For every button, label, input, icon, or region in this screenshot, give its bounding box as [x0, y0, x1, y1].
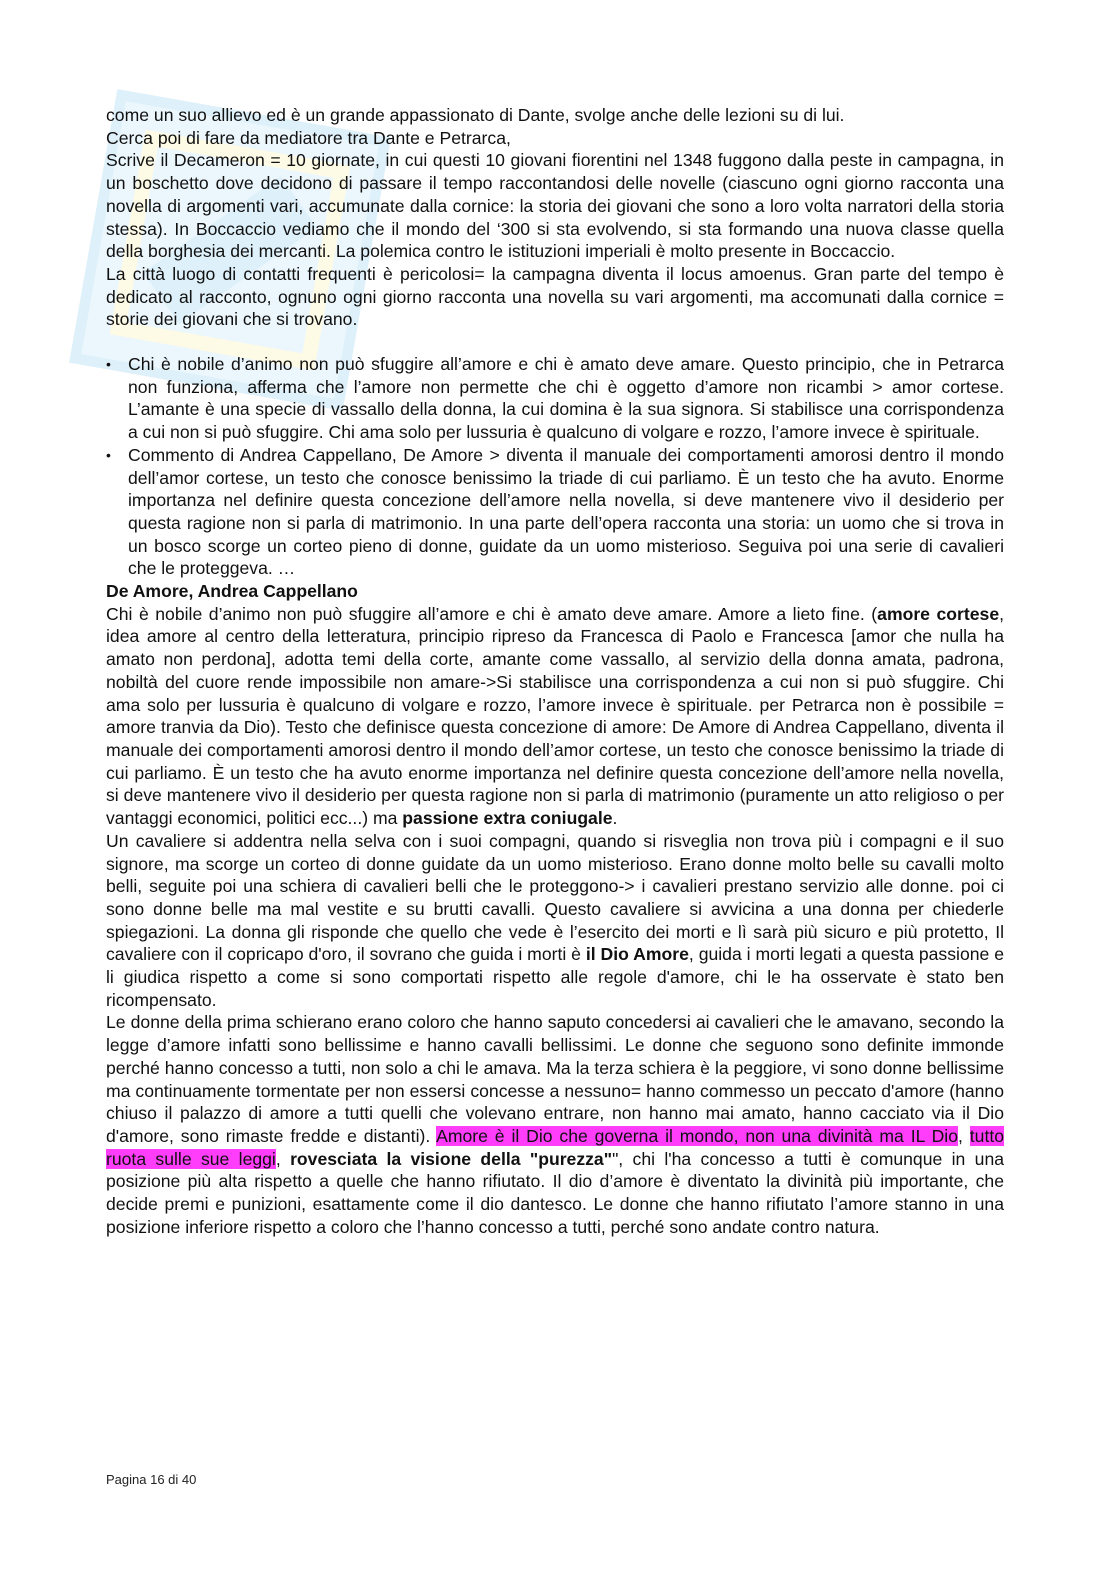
bold-text: passione extra coniugale	[402, 808, 613, 829]
paragraph: Un cavaliere si addentra nella selva con i suoi compagni, quando si risveglia non trova più i compagni e il suo signore, ma scorge un corteo di donne guidate da un uomo misterioso. Erano donne molto belle su cavalli molto belli, seguite poi una schiera di cavalieri belli che le proteggono-> i cavalieri prestano servizio alle donne. poi ci sono donne belle ma mal vestite e su brutti cavalli. Questo cavaliere si avvicina a una donna per chiederle spiegazioni. La donna gli risponde che quello che vede è l’esercito dei morti e lì sarà più sicuro e più protetto, Il cavaliere con il copricapo d'oro, il sovrano che guida i morti è il Dio Amore, guida i morti legati a questa passione e li giudica rispetto a come si sono comportati rispetto alle regole d'amore, chi le ha osservate è stato ben ricompensato.	[106, 830, 1004, 1010]
bullet-icon: •	[106, 356, 111, 373]
bullet-list	[106, 353, 1004, 580]
bold-text: il Dio Amore	[585, 944, 689, 965]
section-heading: De Amore, Andrea Cappellano	[106, 581, 358, 602]
bold-text: amore cortese	[877, 603, 1000, 624]
list-item-text: Commento di Andrea Cappellano, De Amore > diventa il manuale dei comportamenti amorosi dentro il mondo dell’amor cortese, un testo che conosce benissimo la triade di cui parliamo. È un testo che ha avuto. Enorme importanza nel definire questa concezione dell’amore nella novella, si deve mantenere vivo il desiderio per questa ragione non si parla di matrimonio. In una parte dell’opera racconta una storia: un uomo che si trova in un bosco scorge un corteo pieno di donne, guidate da un uomo misterioso. Seguiva poi una serie di cavalieri che le proteggeva. …	[128, 444, 1004, 579]
highlighted-text: Amore è il Dio che governa il mondo, non una divinità ma IL Dio	[436, 1125, 958, 1146]
paragraph: Cerca poi di fare da mediatore tra Dante e Petrarca,	[106, 127, 511, 148]
bullet-icon: •	[106, 446, 111, 463]
list-item	[106, 353, 1004, 444]
bold-text: rovesciata la visione della "purezza"	[290, 1148, 613, 1169]
paragraph: Le donne della prima schierano erano coloro che hanno saputo concedersi ai cavalieri che le amavano, secondo la legge d’amore infatti sono bellissime e hanno cavalli bellissimi. Le donne che seguono sono definite immonde perché hanno concesso a tutti, non solo a chi le amava. Ma la terza schiera è la peggiore, vi sono donne bellissime ma continuamente tormentate per non essersi concesse a nessuno= hanno commesso un peccato d'amore (hanno chiuso il palazzo di amore a tutti quelli che volevano entrare, non hanno mai amato, hanno cacciato via il Dio d'amore, sono rimaste fredde e distanti). Amore è il Dio che governa il mondo, non una divinità ma IL Dio, tutto ruota sulle sue leggi, rovesciata la visione della "purezza"", chi l'ha concesso a tutti è comunque in una posizione più alta rispetto a quelle che hanno rifiutato. Il dio d’amore è diventato la divinità più importante, che decide premi e punizioni, esattamente come il dio dantesco. Le donne che hanno rifiutato l’amore stanno in una posizione inferiore rispetto a coloro che l’hanno concesso a tutti, perché sono andate contro natura.	[106, 1012, 1005, 1237]
page-number: Pagina 16 di 40	[106, 1472, 197, 1487]
highlighted-text: tutto ruota sulle sue leggi	[106, 1125, 1004, 1169]
spacer	[106, 331, 1004, 353]
list-item	[106, 444, 1004, 580]
paragraph: come un suo allievo ed è un grande appassionato di Dante, svolge anche delle lezioni su di lui.	[106, 105, 845, 125]
list-item-text: Chi è nobile d’animo non può sfuggire all’amore e chi è amato deve amare. Questo principio, che in Petrarca non funziona, afferma che l’amore non permette che chi è oggetto d’amore non ricambi > amor cortese. L’amante è una specie di vassallo della donna, la cui domina è la sua signora. Si stabilisce una corrispondenza a cui non si può sfuggire. Chi ama solo per lussuria è qualcuno di volgare e rozzo, l’amore invece è spirituale.	[128, 354, 1004, 443]
paragraph: Chi è nobile d’animo non può sfuggire all’amore e chi è amato deve amare. Amore a lieto fine. (amore cortese, idea amore al centro della letteratura, principio ripreso da Francesca di Paolo e Francesca [amor che nulla ha amato non perdona], adotta temi della corte, amante come vassallo, al servizio della donna amata, padrona, nobiltà del cuore rende impossibile non amare->Si stabilisce una corrispondenza a cui non si può sfuggire. Chi ama solo per lussuria è qualcuno di volgare e rozzo, l’amore invece è spirituale. per Petrarca non è possibile = amore tranvia da Dio). Testo che definisce questa concezione di amore: De Amore di Andrea Cappellano, diventa il manuale dei comportamenti amorosi dentro il mondo dell’amor cortese, un testo che conosce benissimo la triade di cui parliamo. È un testo che ha avuto enorme importanza nel definire questa concezione dell’amore nella novella, si deve mantenere vivo il desiderio per questa ragione non si parla di matrimonio (puramente un atto religioso o per vantaggi economici, politici ecc...) ma passione extra coniugale.	[106, 603, 1004, 829]
document-body	[106, 104, 1004, 1238]
paragraph: La città luogo di contatti frequenti è pericolosi= la campagna diventa il locus amoenus. Gran parte del tempo è dedicato al racconto, ognuno ogni giorno racconta una novella su vari argomenti, ma accomunati dalla cornice = storie dei giovani che si trovano.	[106, 263, 1004, 330]
paragraph: Scrive il Decameron = 10 giornate, in cui questi 10 giovani fiorentini nel 1348 fuggono dalla peste in campagna, in un boschetto dove decidono di passare il tempo raccontandosi delle novelle (ciascuno ogni giorno racconta una novella di argomenti vari, accumunate dalla cornice: la storia dei giovani che sono a loro volta narratori della storia stessa). In Boccaccio vediamo che il mondo del ‘300 si sta evolvendo, si sta formando una nuova classe quella della borghesia dei mercanti. La polemica contro le istituzioni imperiali è molto presente in Boccaccio.	[106, 150, 1004, 262]
